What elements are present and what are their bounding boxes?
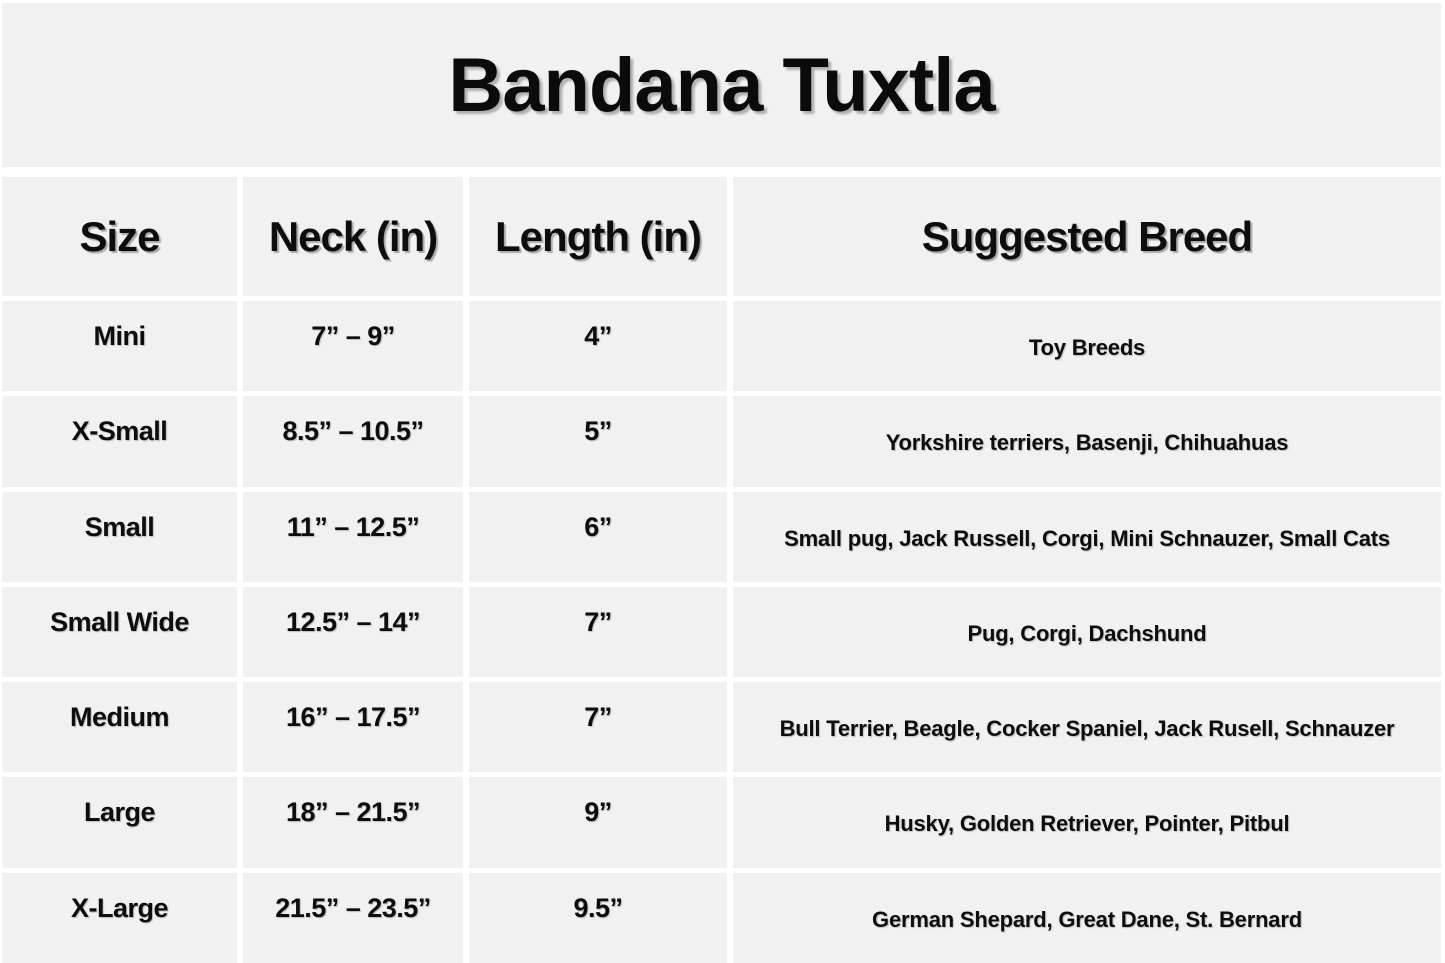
cell-length: 5” xyxy=(469,396,727,486)
page-title: Bandana Tuxtla xyxy=(448,42,995,128)
cell-size: Medium xyxy=(2,682,237,772)
cell-breeds: Husky, Golden Retriever, Pointer, Pitbul xyxy=(733,777,1441,867)
cell-neck: 7” – 9” xyxy=(243,301,463,391)
cell-size: X-Small xyxy=(2,396,237,486)
size-chart-table xyxy=(2,177,1441,963)
cell-size: X-Large xyxy=(2,873,237,963)
cell-size: Large xyxy=(2,777,237,867)
title-band xyxy=(2,3,1441,167)
cell-breeds: Small pug, Jack Russell, Corgi, Mini Schnauzer, Small Cats xyxy=(733,492,1441,582)
header-size: Size xyxy=(2,177,237,296)
cell-length: 6” xyxy=(469,492,727,582)
cell-neck: 8.5” – 10.5” xyxy=(243,396,463,486)
cell-breeds: German Shepard, Great Dane, St. Bernard xyxy=(733,873,1441,963)
cell-length: 9.5” xyxy=(469,873,727,963)
cell-breeds: Pug, Corgi, Dachshund xyxy=(733,587,1441,677)
cell-size: Small xyxy=(2,492,237,582)
cell-neck: 18” – 21.5” xyxy=(243,777,463,867)
cell-size: Mini xyxy=(2,301,237,391)
cell-size: Small Wide xyxy=(2,587,237,677)
cell-length: 9” xyxy=(469,777,727,867)
cell-neck: 21.5” – 23.5” xyxy=(243,873,463,963)
cell-breeds: Toy Breeds xyxy=(733,301,1441,391)
cell-neck: 12.5” – 14” xyxy=(243,587,463,677)
cell-breeds: Yorkshire terriers, Basenji, Chihuahuas xyxy=(733,396,1441,486)
cell-length: 7” xyxy=(469,682,727,772)
cell-neck: 11” – 12.5” xyxy=(243,492,463,582)
header-neck: Neck (in) xyxy=(243,177,463,296)
cell-breeds: Bull Terrier, Beagle, Cocker Spaniel, Jack Rusell, Schnauzer xyxy=(733,682,1441,772)
header-breeds: Suggested Breed xyxy=(733,177,1441,296)
cell-neck: 16” – 17.5” xyxy=(243,682,463,772)
header-length: Length (in) xyxy=(469,177,727,296)
cell-length: 4” xyxy=(469,301,727,391)
cell-length: 7” xyxy=(469,587,727,677)
